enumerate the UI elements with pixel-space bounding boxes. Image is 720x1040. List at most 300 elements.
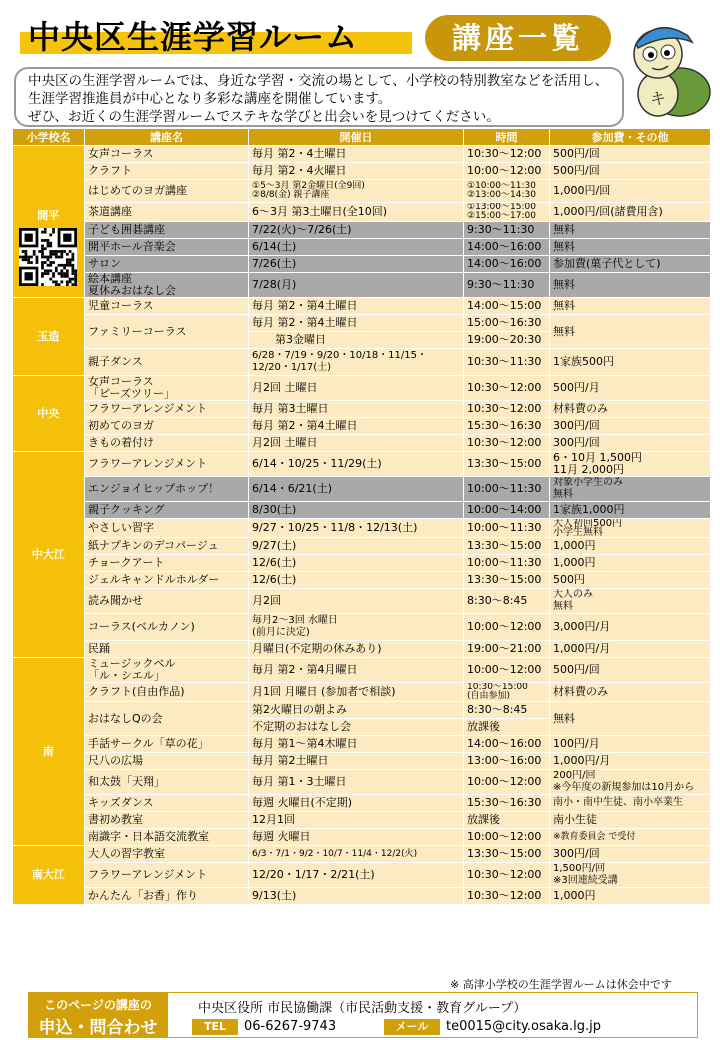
course-fee (550, 222, 711, 239)
course-name (85, 273, 249, 298)
course-fee-line: 11月 2,000円 (553, 463, 624, 476)
course-fee (550, 418, 711, 435)
course-name (85, 203, 249, 222)
course-fee-line: 200円/回 (553, 770, 596, 781)
table-row (13, 315, 711, 332)
course-date-line: 月1回 月曜日 (参加者で相談) (252, 685, 396, 698)
course-name-line: 「ル・シエル」 (88, 669, 165, 682)
table-header (13, 129, 711, 146)
course-date-line: ①5～3月 第2金曜日(全9回) (252, 181, 365, 191)
course-date-line: 第2火曜日の朝よみ (252, 703, 347, 716)
course-name-line: エンジョイヒップホップ！ (88, 482, 220, 495)
course-date-line: 12/6(土) (252, 556, 297, 569)
course-time-line: (自由参加) (467, 691, 511, 701)
table-row (13, 846, 711, 863)
course-date (249, 273, 464, 298)
course-date (249, 452, 464, 477)
course-date (249, 256, 464, 273)
header-date: 開催日 (249, 129, 464, 146)
course-date (249, 770, 464, 795)
course-time-line: 放課後 (467, 813, 500, 826)
mascot-turtle-icon (618, 12, 714, 118)
course-table (12, 128, 711, 905)
course-name (85, 401, 249, 418)
course-fee-line: 南小・南中生徒、南小卒業生 (553, 797, 683, 808)
course-fee-line: 500円 (553, 573, 585, 586)
table-row (13, 180, 711, 203)
course-time (464, 888, 550, 905)
school-name-cell (13, 846, 85, 905)
table-row (13, 146, 711, 163)
course-time-line: 8:30～8:45 (467, 594, 528, 607)
course-date (249, 538, 464, 555)
course-fee-line: 1,000円/回 (553, 184, 611, 197)
course-time (464, 349, 550, 376)
course-time-line: 13:30～15:00 (467, 539, 542, 552)
course-fee (550, 502, 711, 519)
course-date-line: 毎月 第2土曜日 (252, 754, 329, 767)
course-date-line: 9/27・10/25・11/8・12/13(土) (252, 521, 418, 534)
course-date-line: 6/14・10/25・11/29(土) (252, 457, 382, 470)
course-name (85, 846, 249, 863)
course-fee-line: 大人初回500円 (553, 518, 623, 529)
course-date (249, 349, 464, 376)
course-fee-line: 300円/回 (553, 847, 600, 860)
table-row (13, 349, 711, 376)
svg-text:キ: キ (650, 89, 667, 108)
table-row (13, 239, 711, 256)
course-date (249, 315, 464, 332)
title-text: 中央区生涯学習ルーム (28, 18, 359, 56)
course-fee (550, 863, 711, 888)
course-fee-line: 500円/回 (553, 663, 600, 676)
course-date (249, 888, 464, 905)
course-time (464, 795, 550, 812)
course-name-line: 読み聞かせ (88, 594, 143, 607)
course-fee-line: 材料費のみ (553, 402, 608, 415)
course-name-line: 初めてのヨガ (88, 419, 154, 432)
intro-text (14, 67, 624, 127)
course-time-line: 10:30～11:30 (467, 355, 542, 368)
course-name-line: やさしい習字 (88, 521, 154, 534)
course-date (249, 683, 464, 702)
course-time (464, 683, 550, 702)
table-row (13, 658, 711, 683)
course-time (464, 538, 550, 555)
table-row (13, 683, 711, 702)
course-name-line: 手話サークル「草の花」 (88, 737, 209, 750)
course-fee (550, 572, 711, 589)
course-time (464, 719, 550, 736)
course-date-line: 6～3月 第3土曜日(全10回) (252, 205, 388, 218)
course-time (464, 401, 550, 418)
header-time: 時間 (464, 129, 550, 146)
course-fee (550, 614, 711, 641)
course-name-line: 絵本講座 (88, 272, 132, 285)
course-fee (550, 829, 711, 846)
course-date (249, 477, 464, 502)
course-fee (550, 589, 711, 614)
course-time (464, 846, 550, 863)
course-date-line: 9/27(土) (252, 539, 297, 552)
course-time-line: 13:00～16:00 (467, 754, 542, 767)
school-name: 中大江 (31, 547, 65, 561)
mail-address[interactable]: te0015@city.osaka.lg.jp (446, 1019, 601, 1034)
course-name (85, 298, 249, 315)
course-name-line: キッズダンス (88, 796, 154, 809)
course-fee-line: 500円/回 (553, 147, 600, 160)
table-row (13, 812, 711, 829)
course-name (85, 770, 249, 795)
course-time (464, 829, 550, 846)
contact-details (168, 992, 698, 1038)
course-fee-line: 無料 (553, 601, 573, 612)
course-time (464, 418, 550, 435)
course-fee (550, 683, 711, 702)
course-date-line: 毎週 火曜日(不定期) (252, 796, 353, 809)
course-time-line: ②15:00～17:00 (467, 211, 536, 221)
school-name: 南大江 (31, 868, 65, 881)
course-date (249, 401, 464, 418)
course-name-line: クラフト (88, 164, 132, 177)
table-row (13, 256, 711, 273)
table-row (13, 298, 711, 315)
course-time-line: 10:00～12:00 (467, 663, 542, 676)
course-time (464, 572, 550, 589)
course-fee-line: 1,000円/月 (553, 754, 611, 767)
qr-code-icon[interactable] (19, 228, 77, 286)
course-date-line: 毎月 第2・第4土曜日 (252, 299, 358, 312)
course-fee-line: 無料 (553, 489, 573, 500)
school-name: 開平 (37, 209, 60, 222)
course-date (249, 614, 464, 641)
course-name-line: チョークアート (88, 556, 165, 569)
course-fee (550, 795, 711, 812)
course-fee-line: 1家族500円 (553, 355, 614, 368)
course-name (85, 829, 249, 846)
course-time-line: 10:00～11:30 (467, 556, 542, 569)
tel-number[interactable]: 06-6267-9743 (244, 1019, 337, 1034)
course-date (249, 846, 464, 863)
course-fee (550, 315, 711, 349)
course-fee (550, 538, 711, 555)
school-name: 南 (42, 744, 54, 758)
course-time-line: 13:30～15:00 (467, 573, 542, 586)
course-name-line: 南識字・日本語交流教室 (88, 830, 209, 843)
course-time (464, 435, 550, 452)
course-time (464, 376, 550, 401)
course-name-line: 紙ナプキンのデコパージュ (88, 539, 219, 552)
course-date-line: (前月に決定) (252, 627, 310, 638)
course-time-line: 10:30～12:00 (467, 868, 542, 881)
course-time-line: 9:30～11:30 (467, 223, 535, 236)
course-fee (550, 435, 711, 452)
course-time (464, 203, 550, 222)
course-fee (550, 256, 711, 273)
course-date (249, 555, 464, 572)
course-fee-line: 3,000円/月 (553, 620, 611, 633)
course-date-line: 毎月 第2・4土曜日 (252, 147, 347, 160)
course-fee (550, 298, 711, 315)
course-time-line: 15:30～16:30 (467, 796, 542, 809)
course-name (85, 658, 249, 683)
course-fee-line: 1,000円 (553, 889, 596, 902)
course-time (464, 239, 550, 256)
course-fee (550, 376, 711, 401)
course-name-line: 児童コーラス (88, 299, 154, 312)
course-name-line: クラフト(自由作品) (88, 685, 185, 698)
course-fee-line: 300円/回 (553, 436, 600, 449)
course-date-line: 月2回 土曜日 (252, 436, 318, 449)
course-date-line: 6/3・7/1・9/2・10/7・11/4・12/2(火) (252, 848, 418, 859)
course-fee (550, 846, 711, 863)
course-fee-line: 1,500円/回 (553, 863, 605, 874)
course-fee-line: 1,000円/回(諸費用含) (553, 205, 663, 218)
course-time-line: 13:30～15:00 (467, 847, 542, 860)
contact-label (28, 992, 168, 1038)
course-name (85, 376, 249, 401)
intro-line: ぜひ、お近くの生涯学習ルームでステキな学びと出会いを見つけてください。 (28, 109, 500, 125)
course-fee (550, 753, 711, 770)
course-date (249, 753, 464, 770)
course-name-line: おはなしQの会 (88, 711, 163, 725)
contact-org: 中央区役所 市民協働課（市民活動支援・教育グループ） (198, 1001, 527, 1016)
course-date (249, 418, 464, 435)
course-fee (550, 555, 711, 572)
tel-label: TEL (192, 1019, 238, 1035)
table-row (13, 888, 711, 905)
course-time-line: ①13:00～15:00 (467, 202, 536, 212)
course-date-line: 6/14(土) (252, 240, 297, 253)
course-name-line: 女声コーラス (88, 147, 154, 160)
school-name-cell (13, 658, 85, 846)
course-date (249, 435, 464, 452)
course-time (464, 753, 550, 770)
school-name-cell (13, 298, 85, 376)
table-row (13, 641, 711, 658)
course-date-line: 月2回 (252, 594, 281, 607)
course-date (249, 180, 464, 203)
course-name-line: 女声コーラス (88, 375, 154, 388)
course-date-line: 月曜日(不定期の休みあり) (252, 642, 382, 655)
course-name (85, 502, 249, 519)
course-time (464, 315, 550, 332)
table-row (13, 555, 711, 572)
course-date-line: ②8/8(金) 親子講座 (252, 190, 330, 200)
course-time (464, 702, 550, 719)
course-time (464, 519, 550, 538)
course-name-line: かんたん「お香」作り (88, 889, 198, 902)
course-time-line: 9:30～11:30 (467, 278, 535, 291)
course-name-line: ファミリーコーラス (88, 324, 187, 338)
course-fee (550, 273, 711, 298)
course-time (464, 256, 550, 273)
course-fee-line: 無料 (553, 240, 575, 253)
course-name (85, 538, 249, 555)
course-time-line: 10:00～12:00 (467, 620, 542, 633)
course-fee-line: 100円/月 (553, 737, 600, 750)
title-badge: 講座一覧 (425, 15, 611, 61)
course-name (85, 519, 249, 538)
course-time-line: 10:30～12:00 (467, 381, 542, 394)
course-date-line: 月2回 土曜日 (252, 381, 318, 394)
course-time-line: 10:30～15:00 (467, 682, 528, 692)
course-date (249, 812, 464, 829)
course-date-line: 毎月 第2・第4土曜日 (252, 419, 358, 432)
course-name-line: 親子クッキング (88, 503, 165, 516)
course-time-line: 14:00～16:00 (467, 257, 542, 270)
course-date (249, 736, 464, 753)
course-date (249, 519, 464, 538)
table-row (13, 376, 711, 401)
table-row (13, 829, 711, 846)
course-time-line: 14:00～16:00 (467, 240, 542, 253)
contact-label-line1: このページの講座の (44, 998, 152, 1012)
course-time (464, 555, 550, 572)
course-name-line: フラワーアレンジメント (88, 457, 208, 470)
course-date-line: 毎月 第2・第4土曜日 (252, 316, 358, 329)
course-name-line: 親子ダンス (88, 355, 143, 368)
course-date (249, 203, 464, 222)
course-time (464, 180, 550, 203)
table-row (13, 477, 711, 502)
course-name-line: コーラス(ベルカノン) (88, 620, 195, 633)
course-time-line: 10:00～11:30 (467, 521, 542, 534)
table-row (13, 163, 711, 180)
intro-line: 中央区の生涯学習ルームでは、身近な学習・交流の場として、小学校の特別教室などを活用し、 (28, 73, 609, 89)
course-time (464, 589, 550, 614)
course-fee-line: 無料 (553, 278, 575, 291)
course-name (85, 812, 249, 829)
course-name (85, 736, 249, 753)
course-name (85, 683, 249, 702)
course-fee-line: 1,000円 (553, 539, 596, 552)
course-time (464, 146, 550, 163)
course-name-line: フラワーアレンジメント (88, 868, 208, 881)
course-time-line: 10:00～11:30 (467, 482, 542, 495)
course-date (249, 702, 464, 719)
course-time (464, 863, 550, 888)
course-fee-line: 無料 (553, 299, 575, 312)
table-row (13, 589, 711, 614)
course-name (85, 477, 249, 502)
course-name (85, 702, 249, 736)
course-time-line: ②13:00～14:30 (467, 190, 536, 200)
course-name-line: 夏休みおはなし会 (88, 284, 176, 297)
course-date-line: 12/20・1/17・2/21(土) (252, 868, 375, 881)
course-time-line: 10:30～12:00 (467, 147, 542, 160)
course-fee (550, 401, 711, 418)
course-date (249, 829, 464, 846)
course-time (464, 163, 550, 180)
course-fee-line: 材料費のみ (553, 685, 608, 698)
table-row (13, 572, 711, 589)
course-name (85, 589, 249, 614)
table-row (13, 519, 711, 538)
course-time-line: 10:00～12:00 (467, 164, 542, 177)
course-name (85, 222, 249, 239)
course-name-line: 大人の習字教室 (88, 847, 165, 860)
table-row (13, 452, 711, 477)
course-time (464, 812, 550, 829)
course-time-line: 19:00～21:00 (467, 642, 542, 655)
course-date-line: 6/28・7/19・9/20・10/18・11/15・ (252, 350, 428, 361)
course-date-line: 8/30(土) (252, 503, 297, 516)
course-date-line: 毎月 第1～第4木曜日 (252, 737, 358, 750)
course-date (249, 863, 464, 888)
contact-label-line2: 申込・問合わせ (38, 1018, 158, 1038)
course-time-line: 10:00～12:00 (467, 830, 542, 843)
school-name-cell (13, 452, 85, 658)
course-fee (550, 641, 711, 658)
course-name (85, 146, 249, 163)
course-date (249, 719, 464, 736)
course-time (464, 736, 550, 753)
course-name (85, 555, 249, 572)
course-time (464, 641, 550, 658)
course-time (464, 222, 550, 239)
course-fee (550, 203, 711, 222)
school-name: 玉造 (37, 329, 60, 343)
table-row (13, 538, 711, 555)
table-row (13, 795, 711, 812)
course-date (249, 163, 464, 180)
course-fee-line: 無料 (553, 711, 575, 725)
course-date-line: 12月1回 (252, 813, 295, 826)
intro-line: 生涯学習推進員が中心となり多彩な講座を開催しています。 (28, 91, 392, 107)
course-name-line: ミュージックベル (88, 657, 176, 670)
school-name-cell (13, 376, 85, 452)
course-fee (550, 519, 711, 538)
course-date-line: 9/13(土) (252, 889, 297, 902)
course-time (464, 273, 550, 298)
course-name (85, 163, 249, 180)
table-row (13, 418, 711, 435)
course-date-line: 毎月 第2・4火曜日 (252, 164, 347, 177)
table-row (13, 435, 711, 452)
course-name (85, 888, 249, 905)
course-name (85, 795, 249, 812)
course-fee-line: 無料 (553, 324, 575, 338)
course-time (464, 477, 550, 502)
table-row (13, 222, 711, 239)
course-date-line: 12/20・1/17(土) (252, 362, 332, 373)
course-fee (550, 702, 711, 736)
course-date (249, 376, 464, 401)
course-fee-line: 参加費(菓子代として) (553, 257, 661, 270)
course-name (85, 452, 249, 477)
course-date (249, 589, 464, 614)
course-fee (550, 888, 711, 905)
course-date (249, 298, 464, 315)
course-name-line: 書初め教室 (88, 813, 143, 826)
course-time (464, 658, 550, 683)
course-name (85, 418, 249, 435)
course-fee-line: 無料 (553, 223, 575, 236)
course-fee-line: 500円/回 (553, 164, 600, 177)
course-date (249, 795, 464, 812)
course-date (249, 332, 464, 349)
course-time (464, 452, 550, 477)
table-row (13, 702, 711, 719)
course-name-line: 子ども囲碁講座 (88, 223, 165, 236)
course-time-line: 放課後 (467, 720, 500, 733)
course-fee (550, 477, 711, 502)
course-fee-line: ※教育委員会 で受付 (553, 831, 636, 842)
course-time (464, 332, 550, 349)
course-time-line: 10:30～12:00 (467, 402, 542, 415)
course-fee (550, 146, 711, 163)
